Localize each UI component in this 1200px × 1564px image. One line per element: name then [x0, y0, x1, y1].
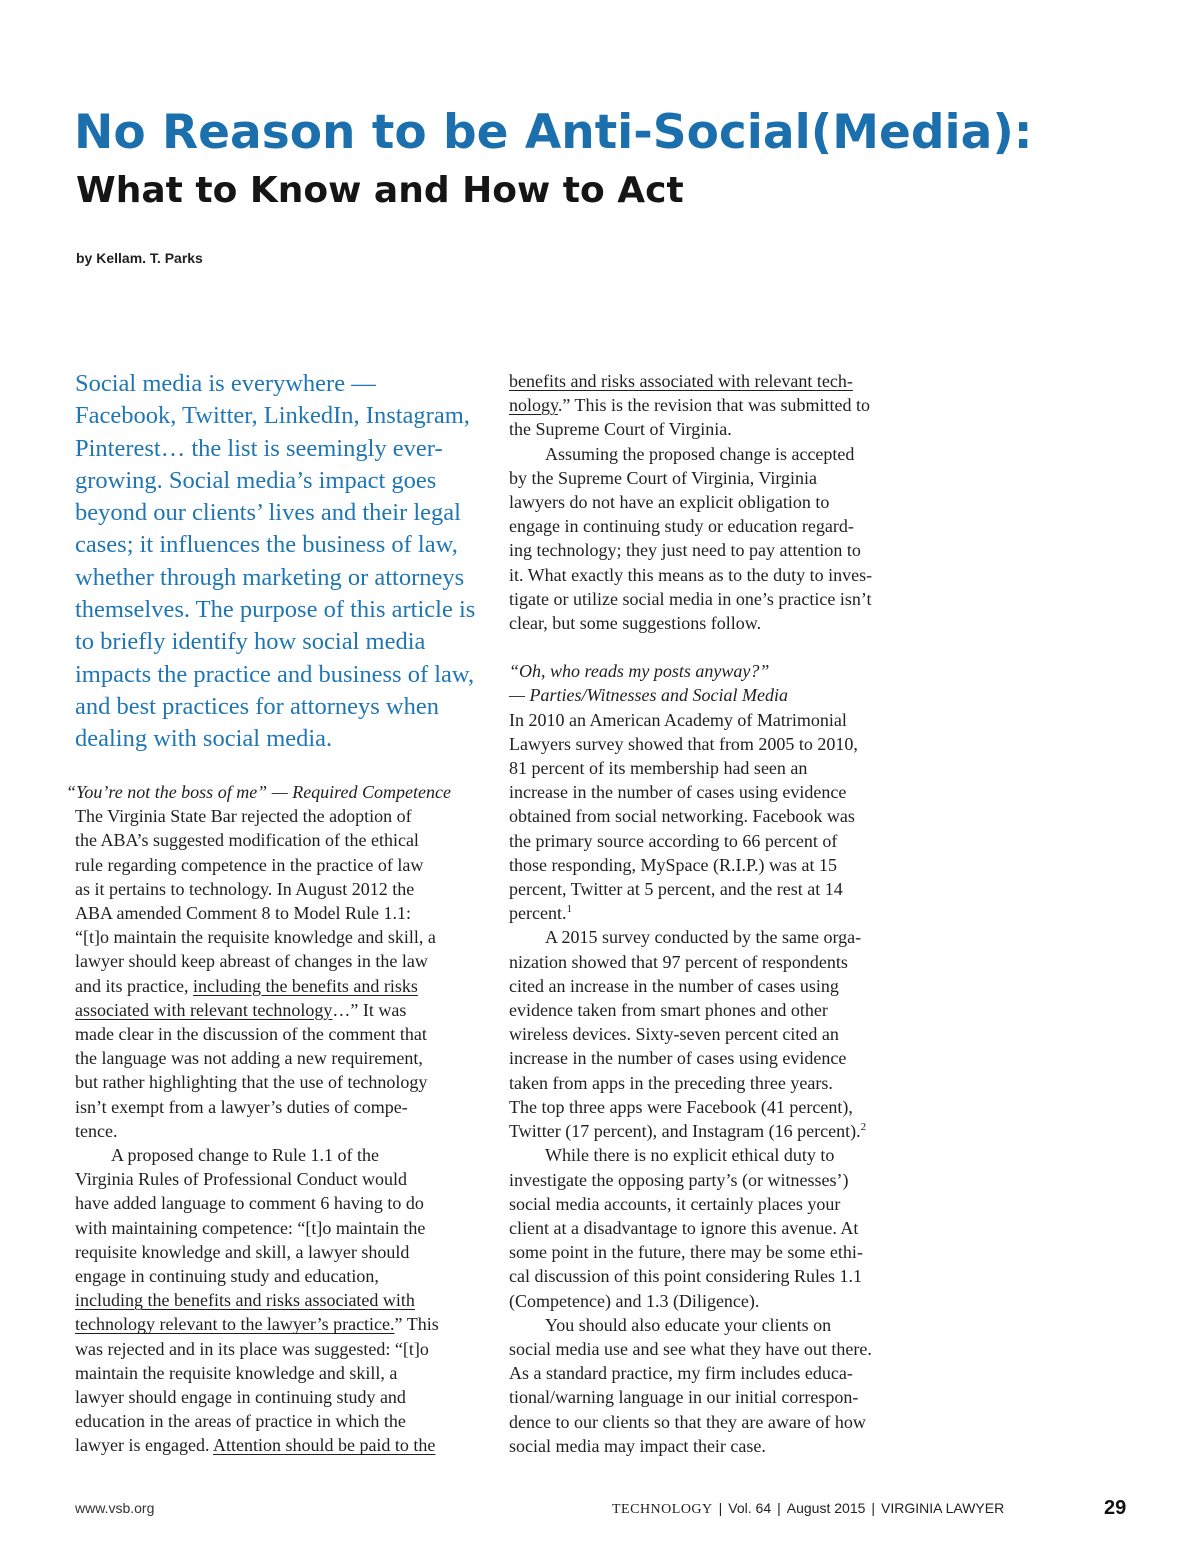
footer-running-title: TECHNOLOGY | Vol. 64 | August 2015 | VIRGINIA LAWYER: [612, 1500, 1005, 1517]
text-line: Social media is everywhere —: [75, 370, 376, 397]
underlined-quote: including the benefits and risks associated with: [75, 1290, 415, 1311]
text-line: associated with relevant technology…” It was: [75, 999, 407, 1020]
text-line: beyond our clients’ lives and their legal: [75, 499, 461, 527]
text-line: cal discussion of this point considering Rules 1.1: [509, 1266, 862, 1287]
text-line: engage in continuing study and education,: [75, 1266, 379, 1287]
underlined-quote: associated with relevant technology: [75, 999, 333, 1020]
text-line: as it pertains to technology. In August 2012 the: [75, 878, 415, 899]
underlined-quote: nology: [509, 395, 558, 416]
text-line: but rather highlighting that the use of technology: [75, 1072, 428, 1093]
text-line: percent.$^1$: [509, 903, 572, 924]
text-line: impacts the practice and business of law,: [75, 660, 475, 688]
text-line: Virginia Rules of Professional Conduct would: [75, 1169, 408, 1190]
text-line: nization showed that 97 percent of respondents: [509, 951, 848, 972]
section-heading-competence: “You’re not the boss of me” — Required Competence: [66, 782, 451, 802]
text-line: ing technology; they just need to pay attention to: [509, 540, 861, 561]
text-line: dealing with social media.: [75, 725, 333, 753]
text-line: engage in continuing study or education regard-: [509, 516, 854, 537]
text-line: investigate the opposing party’s (or witnesses’): [509, 1169, 849, 1190]
text-line: Lawyers survey showed that from 2005 to 2010,: [509, 733, 858, 754]
text-line: client at a disadvantage to ignore this avenue. At: [509, 1217, 859, 1238]
text-line: growing. Social media’s impact goes: [75, 466, 437, 494]
section-subheading-parties: — Parties/Witnesses and Social Media: [509, 685, 788, 706]
section-spacer: [509, 635, 909, 659]
text-line: Pinterest… the list is seemingly ever-: [75, 434, 443, 462]
text-line: While there is no explicit ethical duty to: [545, 1145, 835, 1166]
text-line: and its practice, including the benefits and risks: [75, 975, 418, 996]
text-line: requisite knowledge and skill, a lawyer should: [75, 1241, 410, 1262]
footnote-ref: 2: [860, 1121, 867, 1134]
paragraph: [75, 1143, 475, 1288]
right-column: [509, 369, 909, 1458]
text-line: increase in the number of cases using evidence: [509, 782, 847, 803]
text-line: Facebook, Twitter, LinkedIn, Instagram,: [75, 402, 470, 430]
text-line: rule regarding competence in the practice of law: [75, 854, 424, 875]
footer-website: www.vsb.org: [75, 1500, 155, 1516]
text-line: whether through marketing or attorneys: [75, 563, 465, 591]
text-line: The Virginia State Bar rejected the adoption of: [75, 806, 412, 827]
text-line: increase in the number of cases using evidence: [509, 1048, 847, 1069]
text-line: wireless devices. Sixty-seven percent cited an: [509, 1024, 839, 1045]
article-title: No Reason to be Anti-Social(Media):: [74, 105, 1033, 160]
text-line: As a standard practice, my firm includes educa-: [509, 1363, 853, 1384]
footer-volume: Vol. 64: [728, 1500, 772, 1516]
text-line: maintain the requisite knowledge and skill, a: [75, 1362, 398, 1383]
footer-publication: VIRGINIA LAWYER: [881, 1500, 1005, 1516]
text-line: cited an increase in the number of cases using: [509, 975, 839, 996]
footer-date: August 2015: [786, 1500, 866, 1516]
section-heading-parties: “Oh, who reads my posts anyway?”: [509, 661, 770, 682]
text-line: some point in the future, there may be some ethi-: [509, 1242, 863, 1263]
text-line: evidence taken from smart phones and other: [509, 1000, 828, 1021]
byline: by Kellam. T. Parks: [76, 250, 203, 266]
text-line: the ABA’s suggested modification of the ethical: [75, 830, 419, 851]
text-line: The top three apps were Facebook (41 percent),: [509, 1096, 853, 1117]
text-line: lawyer is engaged. Attention should be paid to the: [75, 1435, 436, 1456]
text-line: isn’t exempt from a lawyer’s duties of compe-: [75, 1096, 408, 1117]
underlined-quote: Attention should be paid to the: [212, 1435, 436, 1456]
text-line: clear, but some suggestions follow.: [509, 613, 762, 634]
text-line: technology relevant to the lawyer’s practice.” This: [75, 1314, 439, 1335]
paragraph-continued: [509, 417, 909, 441]
text-line: the Supreme Court of Virginia.: [509, 419, 732, 440]
paragraph-continued: [75, 1022, 475, 1143]
text-line: dence to our clients so that they are aware of how: [509, 1411, 866, 1432]
text-line: have added language to comment 6 having to do: [75, 1193, 424, 1214]
text-line: made clear in the discussion of the comment that: [75, 1024, 427, 1045]
paragraph: [509, 1313, 909, 1458]
underlined-quote: benefits and risks associated with relevant tech-: [509, 371, 853, 391]
text-line: the primary source according to 66 percent of: [509, 830, 838, 851]
text-line: social media accounts, it certainly places your: [509, 1193, 841, 1214]
text-line: to briefly identify how social media: [75, 628, 426, 656]
text-line: was rejected and in its place was suggested: “[t]o: [75, 1338, 429, 1359]
text-line: and best practices for attorneys when: [75, 692, 439, 720]
text-line: 81 percent of its membership had seen an: [509, 758, 808, 779]
text-line: by the Supreme Court of Virginia, Virginia: [509, 467, 817, 488]
text-line: taken from apps in the preceding three years.: [509, 1072, 833, 1093]
paragraph: [509, 925, 909, 1119]
text-line: education in the areas of practice in which the: [75, 1411, 406, 1432]
text-line: You should also educate your clients on: [545, 1314, 832, 1335]
text-line: themselves. The purpose of this article is: [75, 596, 476, 624]
text-line: tence.: [75, 1120, 118, 1141]
text-line: tional/warning language in our initial correspon-: [509, 1387, 859, 1408]
paragraph: [75, 804, 475, 973]
paragraph: [509, 442, 909, 636]
text-line: percent, Twitter at 5 percent, and the rest at 14: [509, 879, 843, 900]
text-line: social media may impact their case.: [509, 1435, 766, 1456]
text-line: nology.” This is the revision that was submitted to: [509, 395, 870, 416]
text-line: tigate or utilize social media in one’s practice isn’t: [509, 588, 872, 609]
text-line: lawyers do not have an explicit obligation to: [509, 492, 830, 513]
text-line: In 2010 an American Academy of Matrimonial: [509, 709, 847, 730]
text-line: Assuming the proposed change is accepted: [545, 443, 855, 464]
article-subtitle: What to Know and How to Act: [76, 170, 684, 211]
footnote-ref: 1: [566, 903, 572, 916]
text-line: A proposed change to Rule 1.1 of the: [111, 1145, 379, 1166]
paragraph: [509, 1143, 909, 1312]
lede-paragraph: [75, 368, 475, 756]
text-line: Twitter (17 percent), and Instagram (16 percent).$^2$: [509, 1121, 867, 1142]
text-line: A 2015 survey conducted by the same orga-: [545, 927, 862, 948]
text-line: lawyer should keep abreast of changes in the law: [75, 951, 428, 972]
text-line: social media use and see what they have out there.: [509, 1338, 872, 1359]
text-line: ABA amended Comment 8 to Model Rule 1.1:: [75, 903, 411, 924]
text-line: “[t]o maintain the requisite knowledge and skill, a: [75, 927, 436, 948]
text-line: with maintaining competence: “[t]o maintain the: [75, 1217, 426, 1238]
text-line: the language was not adding a new requirement,: [75, 1048, 423, 1069]
text-line: (Competence) and 1.3 (Diligence).: [509, 1290, 760, 1311]
text-line: it. What exactly this means as to the duty to inves-: [509, 564, 873, 585]
page-number: 29: [1104, 1497, 1127, 1519]
text-line: cases; it influences the business of law,: [75, 531, 458, 559]
underlined-quote: including the benefits and risks: [192, 975, 418, 996]
underlined-quote: technology relevant to the lawyer’s practice.: [75, 1314, 395, 1335]
footer-section: TECHNOLOGY: [612, 1502, 713, 1517]
text-line: obtained from social networking. Facebook was: [509, 806, 855, 827]
left-column: [66, 780, 475, 1458]
paragraph: [509, 708, 909, 902]
text-line: lawyer should engage in continuing study and: [75, 1387, 406, 1408]
paragraph-continued: [75, 1337, 475, 1434]
text-line: those responding, MySpace (R.I.P.) was at 15: [509, 854, 837, 875]
